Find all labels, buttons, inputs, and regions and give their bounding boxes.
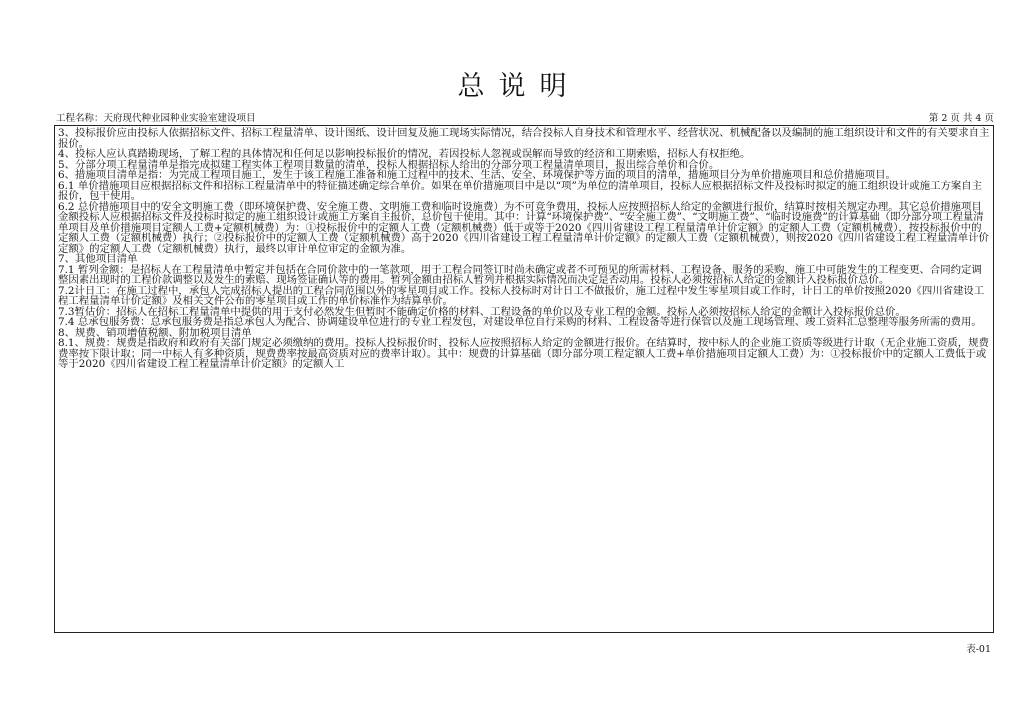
page-number: 第 2 页 共 4 页 bbox=[928, 113, 994, 124]
paragraph-item-7-4: 7.4 总承包服务费：总承包服务费是指总承包人为配合、协调建设单位进行的专业工程发包，对建设单位自行采购的材料、工程设备等进行保管以及施工现场管理、竣工资料汇总整理等服务所需的费用。 bbox=[58, 316, 982, 328]
paragraph-item-3: 3、投标报价应由投标人依据招标文件、招标工程量清单、设计图纸、设计回复及施工现场实际情况，结合投标人自身技术和管理水平、经营状况、机械配备以及编制的施工组织设计和文件的有关要求自主报价。 bbox=[58, 127, 990, 150]
paragraph-item-7: 7、其他项目清单 bbox=[58, 253, 138, 265]
paragraph-item-5: 5、分部分项工程量清单是指完成拟建工程实体工程项目数量的清单，投标人根据招标人给出的分部分项工程量清单项目，报出综合单价和合价。 bbox=[58, 158, 720, 171]
paragraph-item-6: 6、措施项目清单是指：为完成工程项目施工，发生于该工程施工准备和施工过程中的技术、生活、安全、环境保护等方面的项目的清单，措施项目分为单价措施项目和总价措施项目。 bbox=[58, 169, 896, 181]
paragraph-item-8: 8、规费、销项增值税额、附加税项目清单 bbox=[58, 326, 252, 339]
form-code: 表-01 bbox=[966, 644, 991, 655]
document-title: 总说明 bbox=[457, 71, 581, 102]
paragraph-item-4: 4、投标人应认真踏勘现场，了解工程的具体情况和任何足以影响投标报价的情况，若因投标人忽视或误解而导致的经济和工期索赔，招标人有权拒绝。 bbox=[58, 148, 751, 160]
project-name: 工程名称：天府现代种业园种业实验室建设项目 bbox=[56, 113, 256, 124]
paragraph-item-7-3: 7.3暂估价：招标人在招标工程量清单中提供的用于支付必然发生但暂时不能确定价格的材料、工程设备的单价以及专业工程的金额。投标人必须按招标人给定的金额计入投标报价总价。 bbox=[58, 305, 906, 318]
paragraph-item-7-2: 7.2计日工：在施工过程中，承包人完成招标人提出的工程合同范围以外的零星项目或工作。投标人投标时对计日工不做报价，施工过程中发生零星项目或工作时，计日工的单价按照2020《四川省建设工程工程量清单计价定额》及相关文件公布的零星项目或工作的单价标准作为结算单价。 bbox=[58, 284, 985, 307]
header-info-row bbox=[56, 112, 994, 126]
paragraph-item-7-1: 7.1 暂列金额：是招标人在工程量清单中暂定并包括在合同价款中的一笔款项，用于工程合同签订时尚未确定或者不可预见的所需材料、工程设备、服务的采购，施工中可能发生的工程变更、合同约定调整因素出现时的工程价款调整以及发生的索赔、现场签证确认等的费用。暂列金额由招标人暂列并根据实际情况而决定是否动用。投标人必须按招标人给定的金额计入投标报价总价。 bbox=[58, 263, 982, 286]
body-text bbox=[58, 128, 990, 370]
paragraph-item-6-1: 6.1 单价措施项目应根据招标文件和招标工程量清单中的特征描述确定综合单价。如果在单价措施项目中是以“项”为单位的清单项目，投标人应根据招标文件及投标时拟定的施工组织设计或施工方案自主报价，包干使用。 bbox=[58, 179, 983, 202]
content-frame bbox=[54, 125, 994, 633]
paragraph-item-8-1: 8.1、规费：规费是指政府和政府有关部门规定必须缴纳的费用。投标人投标报价时，投标人应按照招标人给定的金额进行报价。在结算时，按中标人的企业施工资质等级进行计取（无企业施工资质，规费费率按下限计取；同一中标人有多种资质，规费费率按最高资质对应的费率计取）。其中：规费的计算基础（即分部分项工程定额人工费+单价措施项目定额人工费）为：①投标报价中的定额人工费低于或等于2020《四川省建设工程工程量清单计价定额》的定额人工 bbox=[58, 337, 989, 370]
paragraph-item-6-2: 6.2 总价措施项目中的安全文明施工费（即环境保护费、安全施工费、文明施工费和临时设施费）为不可竞争费用，投标人应按照招标人给定的金额进行报价，结算时按相关规定办理。其它总价措施项目金额投标人应根据招标文件及投标时拟定的施工组织设计或施工方案自主报价，总价包干使用。其中：计算“环境保护费”、“安全施工费”、“文明施工费”、“临时设施费”的计算基础（即分部分项工程量清单项目及单价措施项目定额人工费+定额机械费）为：①投标报价中的定额人工费（定额机械费）低于或等于2020《四川省建设工程工程量清单计价定额》的定额人工费（定额机械费），按投标报价中的定额人工费（定额机械费）执行；②投标报价中的定额人工费（定额机械费）高于2020《四川省建设工程工程量清单计价定额》的定额人工费（定额机械费），则按2020《四川省建设工程工程量清单计价定额》的定额人工费（定额机械费）执行，最终以审计单位审定的金额为准。 bbox=[58, 200, 989, 255]
